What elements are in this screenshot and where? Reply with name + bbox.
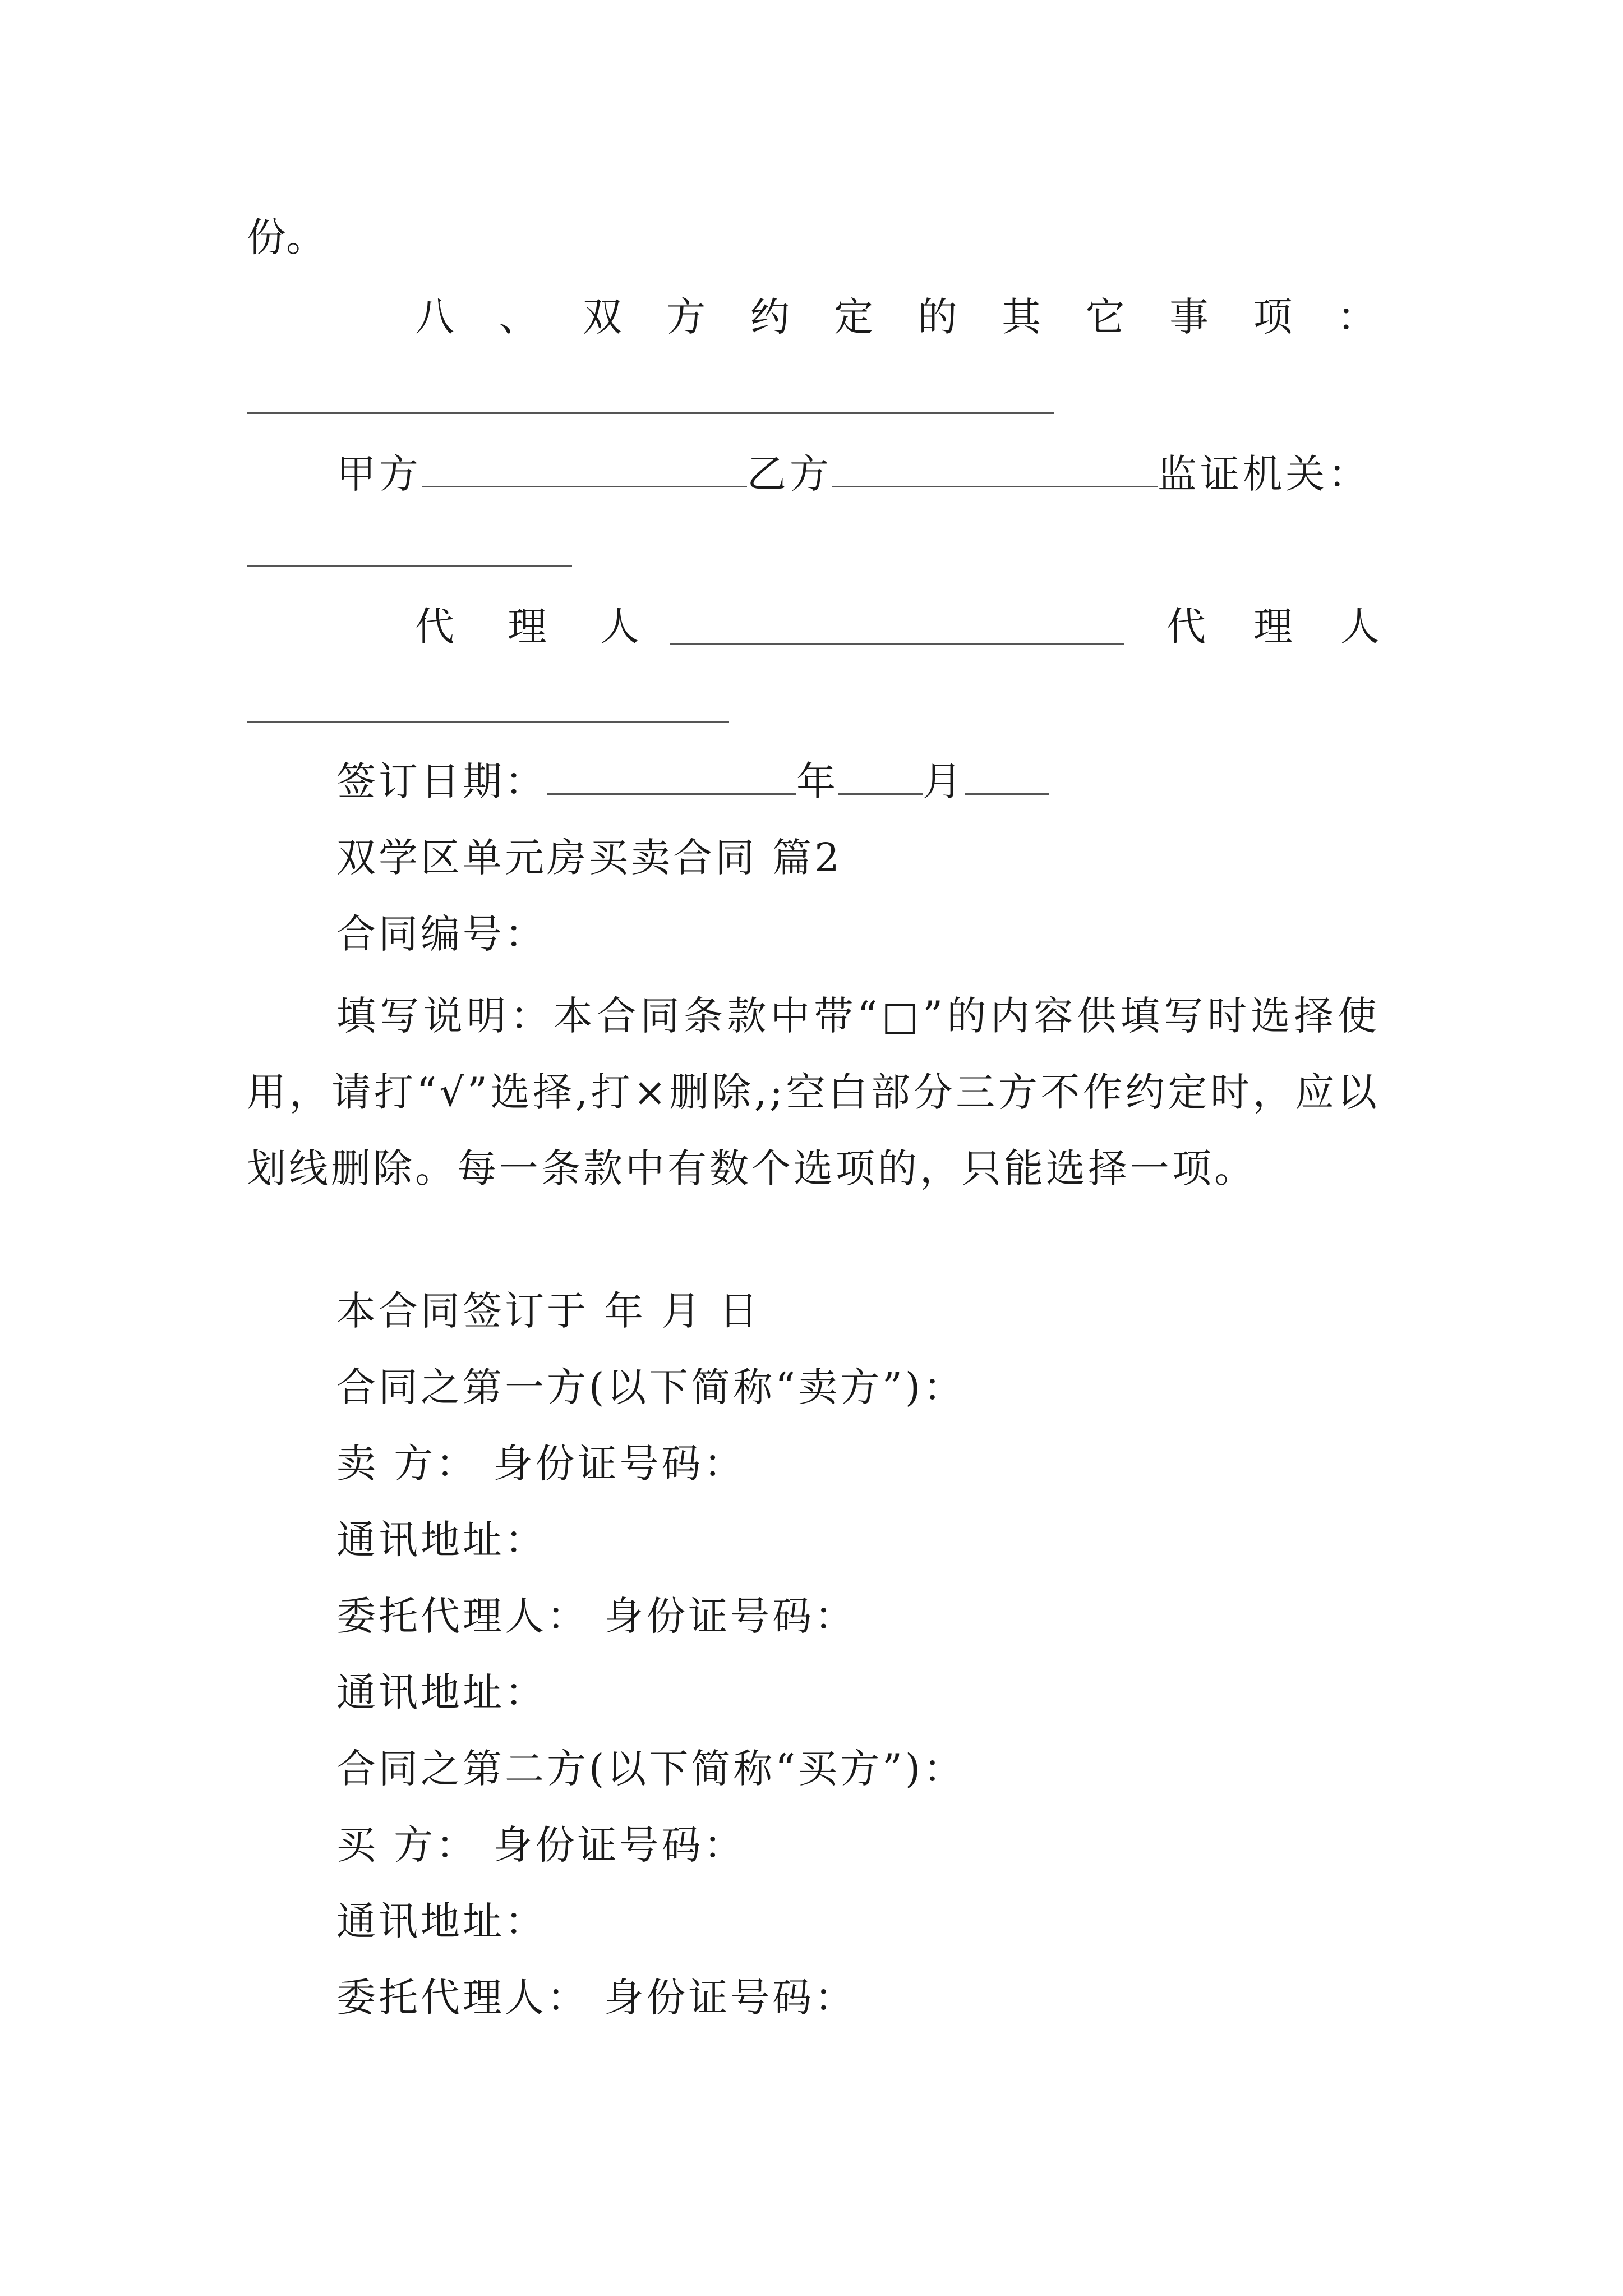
seller-agent-address: 通讯地址： [336,1669,547,1715]
agent-left-label [415,601,639,652]
second-party-heading: 合同之第二方(以下简称“买方”)： [336,1746,966,1792]
authority-label: 监证机关： [1158,451,1371,497]
seller-address: 通讯地址： [336,1517,547,1563]
authority-blank-rule [247,565,572,567]
item8-char: 事 [1169,294,1209,340]
party-a-blank [422,452,747,487]
party-b-blank [832,452,1158,487]
agent-char: 理 [1253,604,1293,650]
seller-agent-line: 委托代理人： 身份证号码： [336,1593,857,1639]
agent-left-blank [670,643,1124,645]
party-a-label: 甲方 [336,451,422,497]
buyer-line: 买 方： 身份证号码： [336,1822,746,1868]
day-blank [965,760,1049,795]
item8-char: 方 [666,294,706,340]
sign-date-label: 签订日期： [336,758,547,804]
item8-char: 的 [917,294,957,340]
item8-char: 其 [1002,294,1041,340]
item8-char: 约 [750,294,790,340]
month-blank [838,760,923,795]
agent-char: 人 [1340,604,1380,650]
item8-char: 、 [499,294,538,340]
item8-heading [415,292,1376,342]
agent-right-blank [247,721,729,723]
item8-char: 它 [1085,294,1125,340]
item8-char: 八 [415,294,454,340]
contract-number-label: 合同编号： [336,911,547,957]
seller-line: 卖 方： 身份证号码： [336,1441,746,1487]
buyer-agent-line: 委托代理人： 身份证号码： [336,1975,857,2021]
party-b-label: 乙方 [747,451,832,497]
fill-blank-rule [247,412,1054,414]
year-blank [547,760,796,795]
agent-char: 理 [508,604,547,650]
agent-char: 人 [600,604,639,650]
first-party-heading: 合同之第一方(以下简称“卖方”)： [336,1364,966,1410]
item8-char: ： [1336,294,1376,340]
year-label: 年 [796,758,838,804]
signature-line [336,449,1371,499]
item8-char: 双 [582,294,622,340]
month-label: 月 [923,758,965,804]
item8-char: 定 [834,294,874,340]
item8-char: 项 [1253,294,1293,340]
section-title: 双学区单元房买卖合同 篇2 [336,835,842,881]
buyer-address: 通讯地址： [336,1898,547,1944]
sign-date-line [336,756,1049,807]
fill-instructions-paragraph: 填写说明：本合同条款中带“□”的内容供填写时选择使用，请打“√”选择,打×删除,;空白部分三方不作约定时，应以划线删除。每一条款中有数个选项的，只能选择一项。 [247,993,1380,1191]
agent-char: 代 [415,604,454,650]
agent-char: 代 [1166,604,1206,650]
text-line-fen: 份。 [247,214,325,260]
signed-date-line: 本合同签订于 年 月 日 [336,1288,761,1334]
agent-right-label [1166,601,1380,652]
